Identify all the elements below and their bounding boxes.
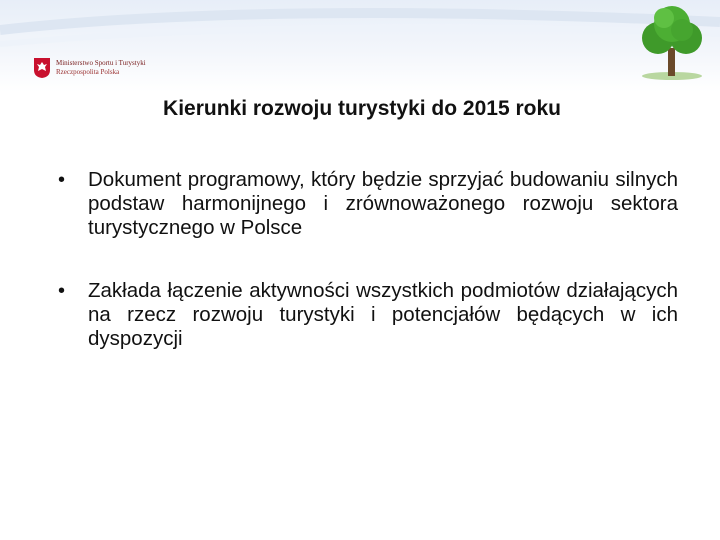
bullet-list: [58, 168, 678, 351]
ministry-logo-text: [56, 59, 146, 77]
country-name: Rzeczpospolita Polska: [56, 68, 120, 76]
bullet-marker: •: [58, 280, 66, 302]
bullet-item: [58, 168, 678, 240]
bullet-item: [58, 279, 678, 351]
ministry-logo: [34, 56, 146, 80]
polish-eagle-emblem-icon: [34, 58, 50, 78]
ministry-name: Ministerstwo Sportu i Turystyki: [56, 59, 146, 67]
bullet-text: Zakłada łączenie aktywności wszystkich podmiotów działających na rzecz rozwoju turystyki i potencjałów będących w ich dyspozycji: [88, 279, 678, 350]
green-tree-icon: [630, 4, 714, 85]
slide-title: Kierunki rozwoju turystyki do 2015 roku: [163, 97, 561, 120]
bullet-text: Dokument programowy, który będzie sprzyjać budowaniu silnych podstaw harmonijnego i zrównoważonego rozwoju sektora turystycznego w Polsce: [88, 168, 678, 239]
bullet-marker: •: [58, 169, 66, 191]
